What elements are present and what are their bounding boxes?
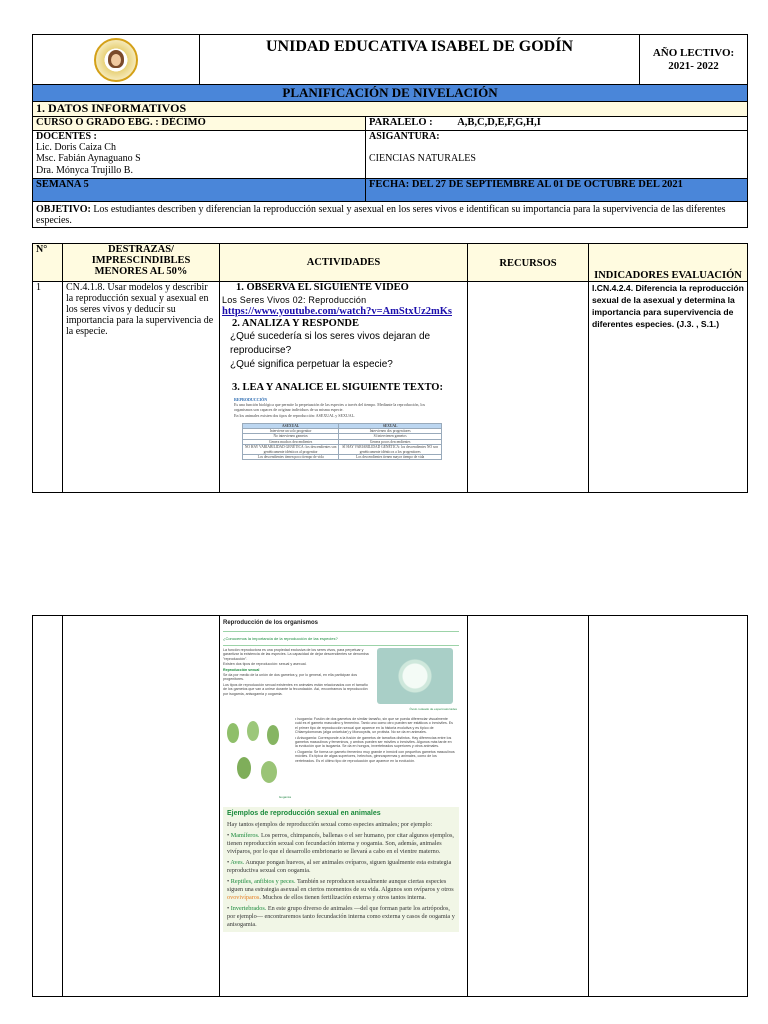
examples-title: Ejemplos de reproducción sexual en animales bbox=[227, 810, 381, 817]
excerpt-cell: Sí intervienen gametos bbox=[339, 434, 442, 439]
asignatura-label: ASIGANTURA: bbox=[369, 131, 440, 142]
header-table bbox=[32, 34, 748, 86]
examples-intro: Hay tantos ejemplos de reproducción sexual como especies animales; por ejemplo: bbox=[227, 821, 433, 828]
example-2: • Aves. Aunque pongan huevos, al ser animales ovíparos, siguen igualmente esta estrategia reproductiva sexual con oogamia. bbox=[227, 859, 452, 874]
excerpt-cell: Genera pocos descendientes bbox=[339, 439, 442, 444]
fecha-cell bbox=[366, 179, 748, 202]
col-n-header bbox=[33, 244, 63, 282]
section-title: 1. DATOS INFORMATIVOS bbox=[36, 101, 187, 115]
year-label: AÑO LECTIVO: bbox=[652, 47, 735, 59]
row1-n bbox=[33, 282, 63, 493]
row1-destreza-text: CN.4.1.8. Usar modelos y describir la reproducción sexual y asexual en los seres vivos y deducir su importancia para la supervivencia de la especie. bbox=[66, 282, 214, 337]
info-table bbox=[32, 84, 748, 228]
book-b2: • Anisogamia: Corresponde a la fusión de gametos de tamaños distintos. Hay diferencias entre los gametos masculinos y femeninos, y ambos pueden ser móviles o inmóviles. Algunos más tarde en la evolución que la isogamia. Se da en hongos, invertebrados superiores y otros animales. bbox=[295, 735, 452, 749]
book-p2: Existen dos tipos de reproducción: sexual y asexual. bbox=[223, 662, 307, 667]
docentes-cell bbox=[33, 131, 366, 179]
activities-table bbox=[32, 243, 748, 493]
excerpt-title: REPRODUCCIÓN bbox=[234, 397, 268, 402]
section-title-cell bbox=[33, 102, 748, 117]
example-1: • Mamíferos. Los perros, chimpancés, ballenas o el ser humano, por citar algunos ejemplos, tienen reproducción sexual con fecundación interna y oogamia. Son, además, animales vivíparos, por lo que el desarrollo embrionario se llevará a cabo en el vientre materno. bbox=[227, 832, 454, 855]
cont-indicadores bbox=[589, 616, 748, 997]
video-title: Los Seres Vivos 02: Reproducción bbox=[222, 295, 367, 305]
book-p1: La función reproductora es una propiedad exclusiva de los seres vivos, para perpetuar y garantizar la existencia de las especies. La capacidad de dejar descendientes se denomina "reproducción". bbox=[223, 648, 369, 661]
continuation-table bbox=[32, 615, 748, 997]
example-3-text: También se reproducen sexualmente aunque ciertas especies siguen una estrategia asexual en ciertos momentos de su vida. Algunos son ovíparos y otros bbox=[227, 878, 454, 893]
excerpt-cell: Interviene un solo progenitor bbox=[243, 429, 339, 434]
isogamia-figure bbox=[223, 717, 291, 803]
excerpt-cell: Los descendientes tienen mayor tiempo de vida bbox=[339, 455, 442, 460]
ovule-caption: Óvulo rodeado de espermatozoides bbox=[409, 707, 457, 711]
excerpt-p1: Es una función biológica que permite la perpetuación de las especies a través del tiempo. Mediante la reproducción, los organismos son capaces de originar individuos de su misma especie. bbox=[234, 402, 426, 412]
row1-recursos bbox=[468, 282, 589, 493]
col-destrezas-header bbox=[63, 244, 220, 282]
objetivo-cell bbox=[33, 202, 748, 228]
excerpt-cell: No intervienen gametos bbox=[243, 434, 339, 439]
book-p3: Se da por medio de la unión de dos gametos y, por lo general, en ella participan dos progenitores. bbox=[223, 673, 357, 682]
row1-number: 1 bbox=[36, 282, 41, 293]
row1-actividades bbox=[220, 282, 468, 493]
example-4: • Invertebrados. En este grupo diverso de animales —del que forman parte los artrópodos, por ejemplo— encontraremos tanto fecundación interna como externa y casos de oogamia y anisogamia. bbox=[227, 905, 455, 928]
excerpt-col-sexual: SEXUAL bbox=[339, 423, 442, 428]
book-p4: Los tipos de reproducción sexual existentes en animales están relacionados con el tamaño de los gametos que van a unirse durante la fecundación. Así, encontramos la reproducción por isogamia, anisogamia y oogamia. bbox=[223, 682, 368, 696]
reproduction-excerpt bbox=[234, 398, 444, 460]
excerpt-cell: SÍ HAY VARIABILIDAD GENÉTICA: los descendientes NO son genéticamente idénticos a los progenitores bbox=[339, 445, 442, 455]
paralelo-label: PARALELO : bbox=[369, 117, 433, 128]
course-text: CURSO O GRADO EBG. : DÉCIMO bbox=[36, 117, 206, 128]
example-3-key: Reptiles, anfibios y peces. bbox=[230, 878, 296, 885]
col-actividades-label: ACTIVIDADES bbox=[306, 257, 381, 268]
textbook-page bbox=[223, 618, 459, 992]
question-2: ¿Qué significa perpetuar la especie? bbox=[230, 359, 393, 370]
year-cell bbox=[640, 35, 748, 86]
planning-title-cell bbox=[33, 85, 748, 102]
example-4-text: En este grupo diverso de animales —del que forman parte los artrópodos, por ejemplo— encontraremos tanto fecundación interna como externa y casos de oogamia y anisogamia. bbox=[227, 905, 455, 928]
excerpt-cell: Genera muchos descendientes bbox=[243, 439, 339, 444]
asignatura-cell bbox=[366, 131, 748, 179]
col-n-label: N° bbox=[36, 244, 48, 255]
docentes-label: DOCENTES : bbox=[36, 131, 97, 142]
book-heading: Reproducción de los organismos bbox=[223, 620, 319, 626]
school-name-cell bbox=[200, 35, 640, 86]
course-cell bbox=[33, 117, 366, 131]
col-recursos-label: RECURSOS bbox=[499, 258, 557, 269]
excerpt-cell: Los descendientes tienen poco tiempo de vida bbox=[243, 455, 339, 460]
row1-indicadores bbox=[589, 282, 748, 493]
example-4-key: Invertebrados. bbox=[230, 905, 267, 912]
asignatura-value: CIENCIAS NATURALES bbox=[369, 153, 476, 164]
act1-title: 1. OBSERVA EL SIGUIENTE VIDEO bbox=[236, 282, 409, 293]
fecha-text: FECHA: DEL 27 DE SEPTIEMBRE AL 01 DE OCTUBRE DEL 2021 bbox=[369, 179, 683, 190]
row1-destreza bbox=[63, 282, 220, 493]
cont-destreza bbox=[63, 616, 220, 997]
book-b1: • Isogamia: Fusión de dos gametos de similar tamaño, sin que se pueda diferenciar visualmente cuál es el gameto masculino y femenino. Tanto uno como otro pueden ser estáticos o inmóviles. Es el primer tipo de reproducción sexual que aparece en la historia evolutiva y es típico de Chlamydomonas (alga unicelular) y Monocystis, un protista. No se da en animales. bbox=[295, 717, 453, 735]
cont-actividades bbox=[220, 616, 468, 997]
isogamia-caption: Isogamia bbox=[278, 795, 291, 799]
cont-n bbox=[33, 616, 63, 997]
objetivo-label: OBJETIVO: bbox=[36, 204, 91, 215]
semana-cell bbox=[33, 179, 366, 202]
planning-title: PLANIFICACIÓN DE NIVELACIÓN bbox=[282, 85, 498, 100]
col-destrezas-label: DESTRAZAS/ IMPRESCINDIBLES MENORES AL 50% bbox=[91, 244, 191, 277]
excerpt-table bbox=[242, 423, 442, 461]
school-logo bbox=[94, 38, 138, 82]
paralelo-value: A,B,C,D,E,F,G,H,I bbox=[457, 117, 541, 128]
example-3: • Reptiles, anfibios y peces. También se reproducen sexualmente aunque ciertas especies siguen una estrategia asexual en ciertos momentos de su vida. Algunos son ovíparos y otros ovovivíparos. Muchos de ellos tienen fertilización externa y otros tantos interna. bbox=[227, 878, 454, 901]
example-3-key2: ovovivíparos bbox=[227, 894, 260, 901]
docente-3: Dra. Mónyca Trujillo B. bbox=[36, 164, 133, 176]
col-indicadores-label: INDICADORES EVALUACIÓN bbox=[594, 270, 742, 281]
book-question: ¿Conocemos la importancia de la reproducción de las especies? bbox=[223, 631, 459, 646]
excerpt-p2: En los animales existen dos tipos de reproducción: ASEXUAL y SEXUAL. bbox=[234, 413, 356, 419]
col-actividades-header bbox=[220, 244, 468, 282]
cont-recursos bbox=[468, 616, 589, 997]
excerpt-cell: Intervienen dos progenitores bbox=[339, 429, 442, 434]
act2-title: 2. ANALIZA Y RESPONDE bbox=[232, 318, 359, 329]
excerpt-cell: NO HAY VARIABILIDAD GENÉTICA: los descendientes son genéticamente idénticos al progenitor bbox=[243, 445, 339, 455]
video-link[interactable]: https://www.youtube.com/watch?v=AmStxUz2mKs bbox=[222, 306, 452, 317]
year-value: 2021- 2022 bbox=[668, 60, 719, 72]
ovule-image bbox=[377, 648, 453, 704]
act3-title: 3. LEA Y ANALICE EL SIGUIENTE TEXTO: bbox=[232, 382, 443, 393]
objetivo-text: Los estudiantes describen y diferencian la reproducción sexual y asexual en los seres vivos e identifican su importancia para la supervivencia de las diferentes especies. bbox=[36, 204, 726, 226]
book-sub: Reproducción sexual bbox=[223, 667, 260, 672]
col-recursos-header bbox=[468, 244, 589, 282]
docente-1: Lic. Doris Caiza Ch bbox=[36, 142, 116, 154]
col-indicadores-header bbox=[589, 244, 748, 282]
excerpt-col-asexual: ASEXUAL bbox=[243, 423, 339, 428]
example-1-text: Los perros, chimpancés, ballenas o el ser humano, por citar algunos ejemplos, tienen reproducción sexual con fecundación interna y oogamia. Son, además, animales vivíparos, por lo que el desarrollo embrionario se llevará a cabo en el vientre materno. bbox=[227, 832, 454, 855]
logo-cell bbox=[33, 35, 200, 86]
example-3-text-b: . Muchos de ellos tienen fertilización externa y otros tantos interna. bbox=[259, 894, 426, 901]
semana-text: SEMANA 5 bbox=[36, 179, 89, 190]
docente-2: Msc. Fabián Aynaguano S bbox=[36, 153, 141, 165]
example-2-key: Aves. bbox=[230, 859, 245, 866]
examples-box bbox=[223, 807, 459, 932]
book-b3: • Oogamia: Se forma un gameto femenino muy grande e inmóvil con pequeños gametos masculinos móviles. Es típica de algas superiores, helechos, gimnospermas y animales, como de los vertebrados. Es el último tipo de reproducción que aparece en la evolución. bbox=[295, 749, 455, 763]
example-2-text: Aunque pongan huevos, al ser animales ovíparos, siguen igualmente esta estrategia reproductiva sexual con oogamia. bbox=[227, 859, 452, 874]
example-1-key: Mamíferos. bbox=[230, 832, 260, 839]
school-name: UNIDAD EDUCATIVA ISABEL DE GODÍN bbox=[265, 38, 574, 55]
paralelo-cell bbox=[366, 117, 748, 131]
question-1: ¿Qué sucedería si los seres vivos dejaran de reproducirse? bbox=[230, 331, 431, 356]
indicador-text: I.CN.4.2.4. Diferencia la reproducción sexual de la asexual y determina la importancia para supervivencia de diferentes especies. (J.3. , S.1.) bbox=[592, 283, 744, 329]
